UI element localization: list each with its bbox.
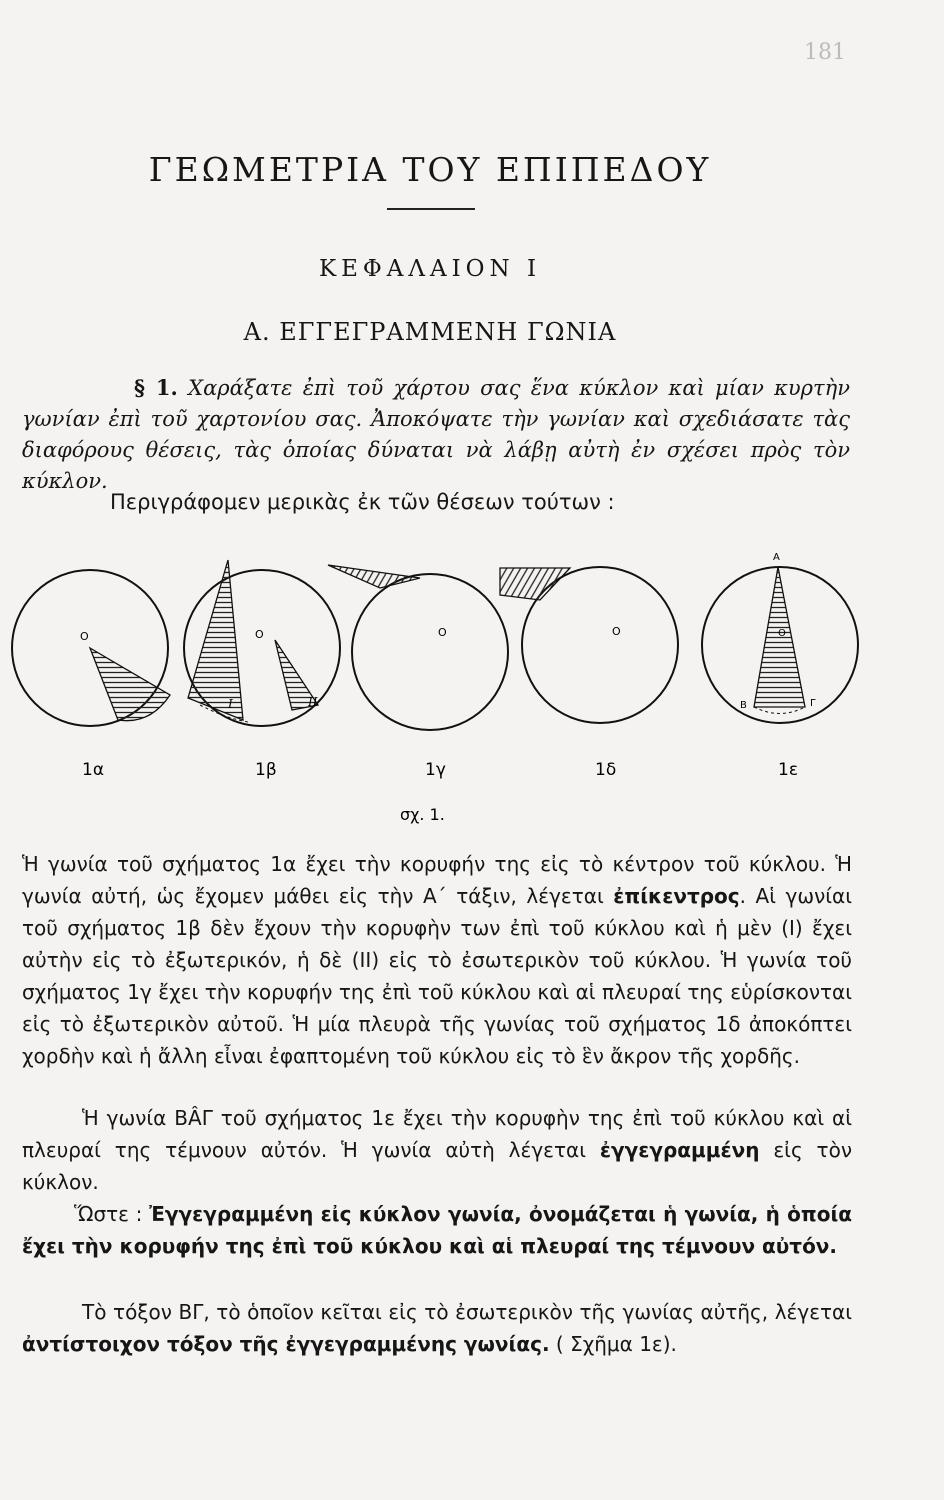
p3-definition: Ἐγγεγραμμένη εἰς κύκλον γωνία, ὀνομάζεται ἡ γωνία, ἡ ὁποία ἔχει τὴν κορυφήν της ἐπὶ τοῦ κύκλου καὶ αἱ πλευραί της τέμνουν αὐτόν.	[22, 1202, 852, 1258]
p4-text-b: ( Σχῆμα 1ε).	[549, 1332, 677, 1356]
p1-text-a: Ἡ γωνία τοῦ σχήματος 1α ἔχει τὴν κορυφήν της εἰς τὸ κέντρον τοῦ κύκλου. Ἡ γωνία αὐτή, ὡς ἔχομεν μάθει εἰς τὴν Α΄ τάξιν, λέγεται	[22, 852, 852, 908]
figure-label-1g: 1γ	[425, 760, 446, 780]
title-rule	[387, 208, 475, 210]
figure-1a	[12, 570, 170, 726]
exercise-paragraph	[22, 372, 850, 497]
center-label-1d: O	[612, 625, 621, 638]
p1-text-b: . Αἱ γωνίαι τοῦ σχήματος 1β δὲν ἔχουν τὴν κορυφὴν των ἐπὶ τοῦ κύκλου καὶ ἡ μὲν (Ι) ἔχει αὐτὴν εἰς τὸ ἐξωτερικόν, ἡ δὲ (ΙΙ) εἰς τὸ ἐσωτερικὸν τοῦ κύκλου. Ἡ γωνία τοῦ σχήματος 1γ ἔχει τὴν κορυφήν της ἐπὶ τοῦ κύκλου καὶ αἱ πλευραί της εὑρίσκονται εἰς τὸ ἐξωτερικὸν αὐτοῦ. Ἡ μία πλευρὰ τῆς γωνίας τοῦ σχήματος 1δ ἀποκόπτει χορδὴν καὶ ἡ ἄλλη εἶναι ἐφαπτομένη τοῦ κύκλου εἰς τὸ ἓν ἄκρον τῆς χορδῆς.	[22, 884, 852, 1068]
paragraph-1	[22, 848, 852, 1072]
exercise-number: § 1.	[134, 375, 178, 400]
p2-text-a: Ἡ γωνία ΒÂΓ τοῦ σχήματος 1ε ἔχει τὴν κορυφὴν της ἐπὶ τοῦ κύκλου καὶ αἱ πλευραί της τέμνουν αὐτόν. Ἡ γωνία αὐτὴ λέγεται	[22, 1106, 852, 1162]
figure-caption: σχ. 1.	[400, 805, 445, 824]
p2-text-b: εἰς τὸν κύκλον.	[22, 1138, 853, 1194]
figure-label-1d: 1δ	[595, 760, 617, 780]
figure-label-1b: 1β	[255, 760, 277, 780]
vertex-b-label: Β	[740, 700, 747, 711]
vertex-a-label: Α	[773, 552, 780, 563]
chapter-heading: ΚΕΦΑΛΑΙΟΝ Ι	[318, 256, 542, 282]
p4-term: ἀντίστοιχον τόξον τῆς ἐγγεγραμμένης γωνίας.	[22, 1332, 550, 1356]
figure-1e	[702, 552, 858, 723]
figure-1g	[328, 565, 508, 730]
paragraph-2	[22, 1102, 852, 1198]
center-label-1g: O	[438, 626, 447, 639]
figure-1	[0, 540, 944, 840]
center-label-1b: O	[255, 628, 264, 641]
center-label-1a: O	[80, 630, 89, 643]
intro-line: Περιγράφομεν μερικὰς ἐκ τῶν θέσεων τούτων :	[110, 490, 615, 514]
label-two: II	[308, 695, 318, 709]
center-label-1e: O	[778, 628, 786, 639]
page-title: ΓΕΩΜΕΤΡΙΑ ΤΟΥ ΕΠΙΠΕΔΟΥ	[148, 150, 712, 189]
figure-1d	[500, 567, 678, 723]
exercise-text: Χαράξατε ἐπὶ τοῦ χάρτου σας ἕνα κύκλον καὶ μίαν κυρτὴν γωνίαν ἐπὶ τοῦ χαρτονίου σας. Ἀποκόψατε τὴν γωνίαν καὶ σχεδιάσατε τὰς διαφόρους θέσεις, τὰς ὁποίας δύναται νὰ λάβῃ αὐτὴ ἐν σχέσει πρὸς τὸν κύκλον.	[22, 376, 850, 493]
paragraph-4	[22, 1296, 852, 1360]
page-number: 181	[804, 40, 846, 65]
p4-text-a: Τὸ τόξον ΒΓ, τὸ ὁποῖον κεῖται εἰς τὸ ἐσωτερικὸν τῆς γωνίας αὐτῆς, λέγεται	[82, 1300, 852, 1324]
figure-1b	[184, 560, 340, 726]
figure-label-1e: 1ε	[778, 760, 799, 780]
p2-term: ἐγγεγραμμένη	[599, 1138, 760, 1162]
label-one: I	[228, 697, 233, 711]
p1-term: ἐπίκεντρος	[613, 884, 740, 908]
section-heading: Α. ΕΓΓΕΓΡΑΜΜΕΝΗ ΓΩΝΙΑ	[243, 318, 617, 346]
figure-label-1a: 1α	[82, 760, 105, 780]
vertex-g-label: Γ	[810, 698, 816, 709]
definition-paragraph	[22, 1198, 852, 1262]
p3-lead: Ὥστε :	[74, 1202, 150, 1226]
